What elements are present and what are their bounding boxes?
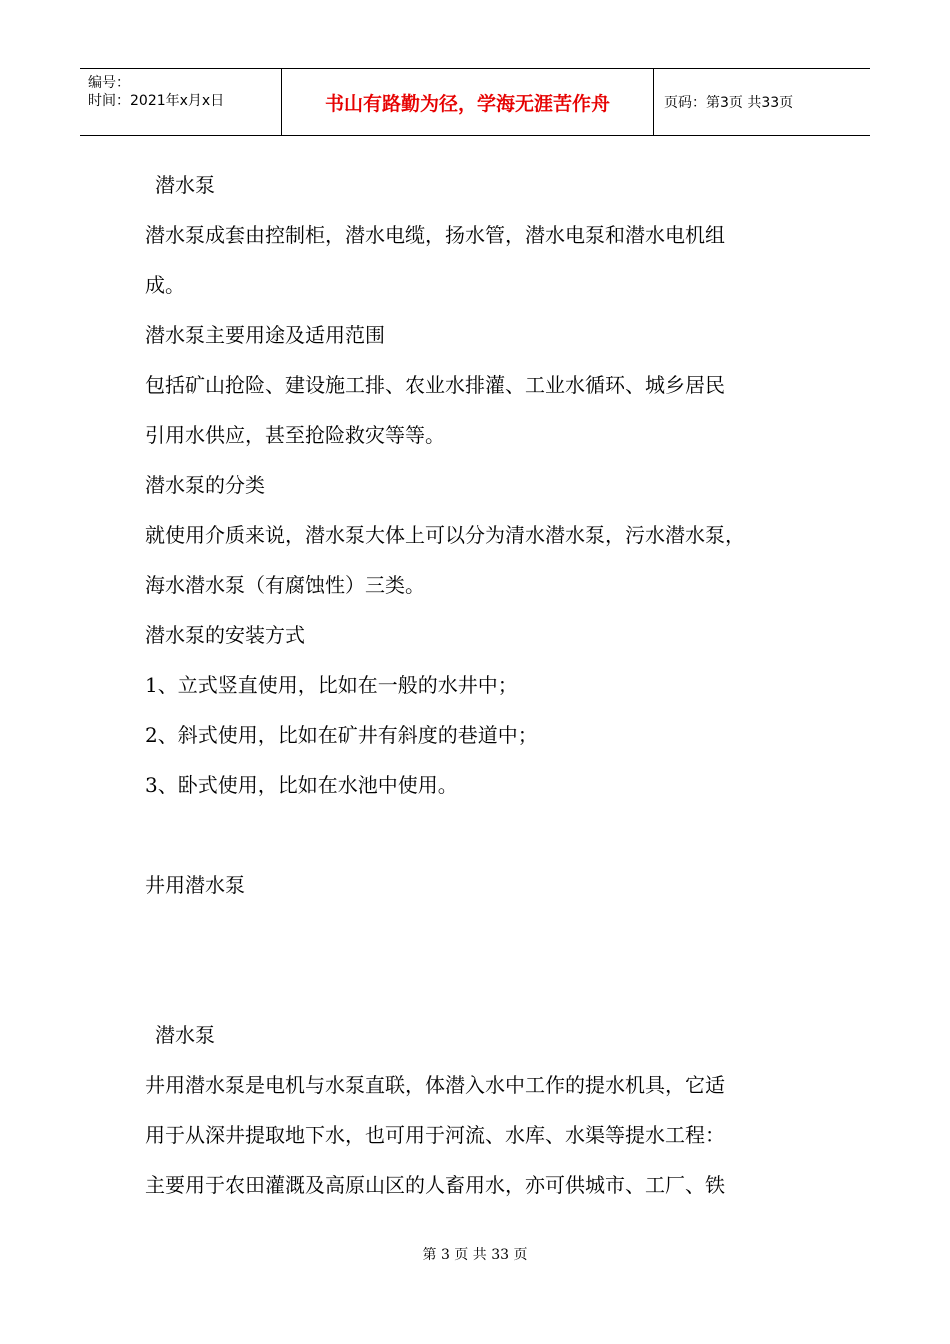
page-header (80, 68, 870, 136)
page-footer: 第 3 页 共 33 页 (422, 1247, 528, 1263)
section-heading: 潜水泵的安装方式 (145, 623, 305, 647)
paragraph-line: 引用水供应，甚至抢险救灾等等。 (145, 423, 445, 447)
header-meta (80, 69, 282, 135)
paragraph-line: 就使用介质来说，潜水泵大体上可以分为清水潜水泵，污水潜水泵， (145, 523, 745, 547)
document-body (145, 160, 825, 1210)
blank-space (145, 810, 825, 860)
section-heading: 井用潜水泵 (145, 873, 245, 897)
paragraph-line: 用于从深井提取地下水，也可用于河流、水库、水渠等提水工程： (145, 1123, 725, 1147)
paragraph-line: 成。 (145, 273, 185, 297)
paragraph-line: 潜水泵成套由控制柜，潜水电缆，扬水管，潜水电泵和潜水电机组 (145, 223, 725, 247)
section-heading: 潜水泵 (155, 1023, 215, 1047)
header-motto: 书山有路勤为径，学海无涯苦作舟 (282, 69, 654, 135)
section-heading: 潜水泵的分类 (145, 473, 265, 497)
list-item: 1、立式竖直使用，比如在一般的水井中； (145, 673, 518, 697)
blank-space (145, 910, 825, 1010)
document-number-label: 编号： (88, 75, 130, 91)
section-heading: 潜水泵 (155, 173, 215, 197)
paragraph-line: 井用潜水泵是电机与水泵直联，体潜入水中工作的提水机具，它适 (145, 1073, 725, 1097)
document-time-label: 时间：2021年x月x日 (88, 93, 225, 109)
paragraph-line: 海水潜水泵（有腐蚀性）三类。 (145, 573, 425, 597)
header-page-info: 页码：第3页 共33页 (664, 95, 794, 111)
list-item: 2、斜式使用，比如在矿井有斜度的巷道中； (145, 723, 538, 747)
list-item: 3、卧式使用，比如在水池中使用。 (145, 773, 458, 797)
paragraph-line: 包括矿山抢险、建设施工排、农业水排灌、工业水循环、城乡居民 (145, 373, 725, 397)
paragraph-line: 主要用于农田灌溉及高原山区的人畜用水，亦可供城市、工厂、铁 (145, 1173, 725, 1197)
section-heading: 潜水泵主要用途及适用范围 (145, 323, 385, 347)
